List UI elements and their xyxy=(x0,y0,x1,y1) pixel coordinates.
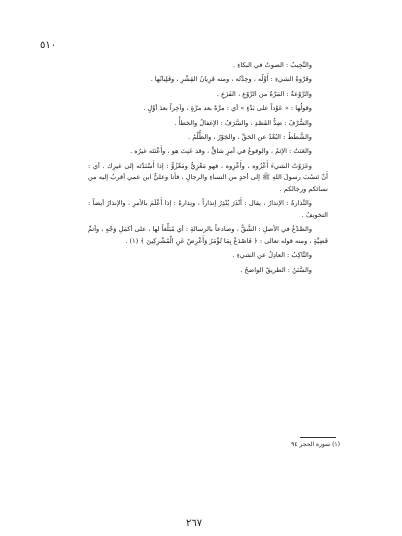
paragraph-sanan: والسَّنَنُ : الطريقُ الواضحُ . xyxy=(240,265,312,274)
paragraph-rawa: والرَّوْعةُ : المَرَّةُ من الرَّوْعِ ، الفَزَعِ . xyxy=(216,89,312,98)
paragraph-nakib: والنَّاكِبُ : العادِلُ عن الشيءِ . xyxy=(232,251,312,260)
paragraph-awdan: وقولُها : « عَوْداً على بَدْءٍ » أي : مرَّةً بعد مرَّةٍ ، وآخِراً بعدَ أوَّلٍ . xyxy=(143,104,312,113)
paragraph-azawtu: وعَزَوْتُ الشيءَ أَعْزُوه ، وأَعْزِوه ، فهو مَعْزِيٌّ ومَعْزُوٌّ : إذا أَسْنَدْتَه إلى غيرِك . أي : أَنْ تَنسُبَ رسولَ اللهِ ﷺ إلى أحدٍ من النساءِ والرجالِ ، فأنا وعليٌّ ابن عمي أقربُ إليه من نسائكم ورجالكم . xyxy=(88,161,328,193)
paragraph-qarwa: وقَرْوةُ الشيءِ : أَوَّلُه ، وحِدَّتُه ، ومنه قَرِيانُ القِشْرِ ، وقَلِيانُها . xyxy=(150,75,312,84)
paragraph-nadhara: والنَّذارةُ : الإنذارُ ، يقال : أَنْذَرَ يُنْذِرُ إنذاراً ، ونِذارةً : إذا أَعْلَمَ بالأمرِ ، والإنذارُ أيضاً : التخويفُ . xyxy=(88,199,328,219)
footnote-divider xyxy=(300,437,336,438)
paragraph-surf: والسُّرْفُ : ضِدُّ القَصْدِ ، والسَّرَفُ : الإغفالُ والخطأُ . xyxy=(174,118,312,127)
paragraph-tajib: والنَّجِيبُ : الصوتُ في البكاءِ . xyxy=(233,61,312,69)
footnote: (١) سورة الحجر ٩٤ xyxy=(291,441,340,448)
page-number-bottom: ٢٦٧ xyxy=(186,518,203,529)
page-number-top: ٥١٠ xyxy=(40,40,57,51)
paragraph-anat: والعَنَتُ : الإثمُ ، والوقوعُ في أمرٍ شاقٍّ ، وقد عَنِتَ هو ، وأَعْنَتَه غيرُه . xyxy=(130,147,312,156)
paragraph-shatat: والشَّطَطُ : البُعْدُ عن الحَقِّ ، والجَوْرُ ، والظُّلْمُ . xyxy=(188,132,312,141)
paragraph-sad: والصَّدْعُ في الأصلِ : الشَّقُّ ، وصادعاً بالرسالةِ : أي مُبَلِّغاً لها ، على أكمَلِ وَجْهٍ ، وأتمِّ قَضِيَّةٍ ، ومنه قوله تعالى : ﴿ فَاصْدَعْ بِمَا تُؤْمَرُ وَأَعْرِضْ عَنِ الْمُشْرِكِينَ ﴾ (١) . xyxy=(88,225,328,245)
body-text xyxy=(88,60,328,279)
